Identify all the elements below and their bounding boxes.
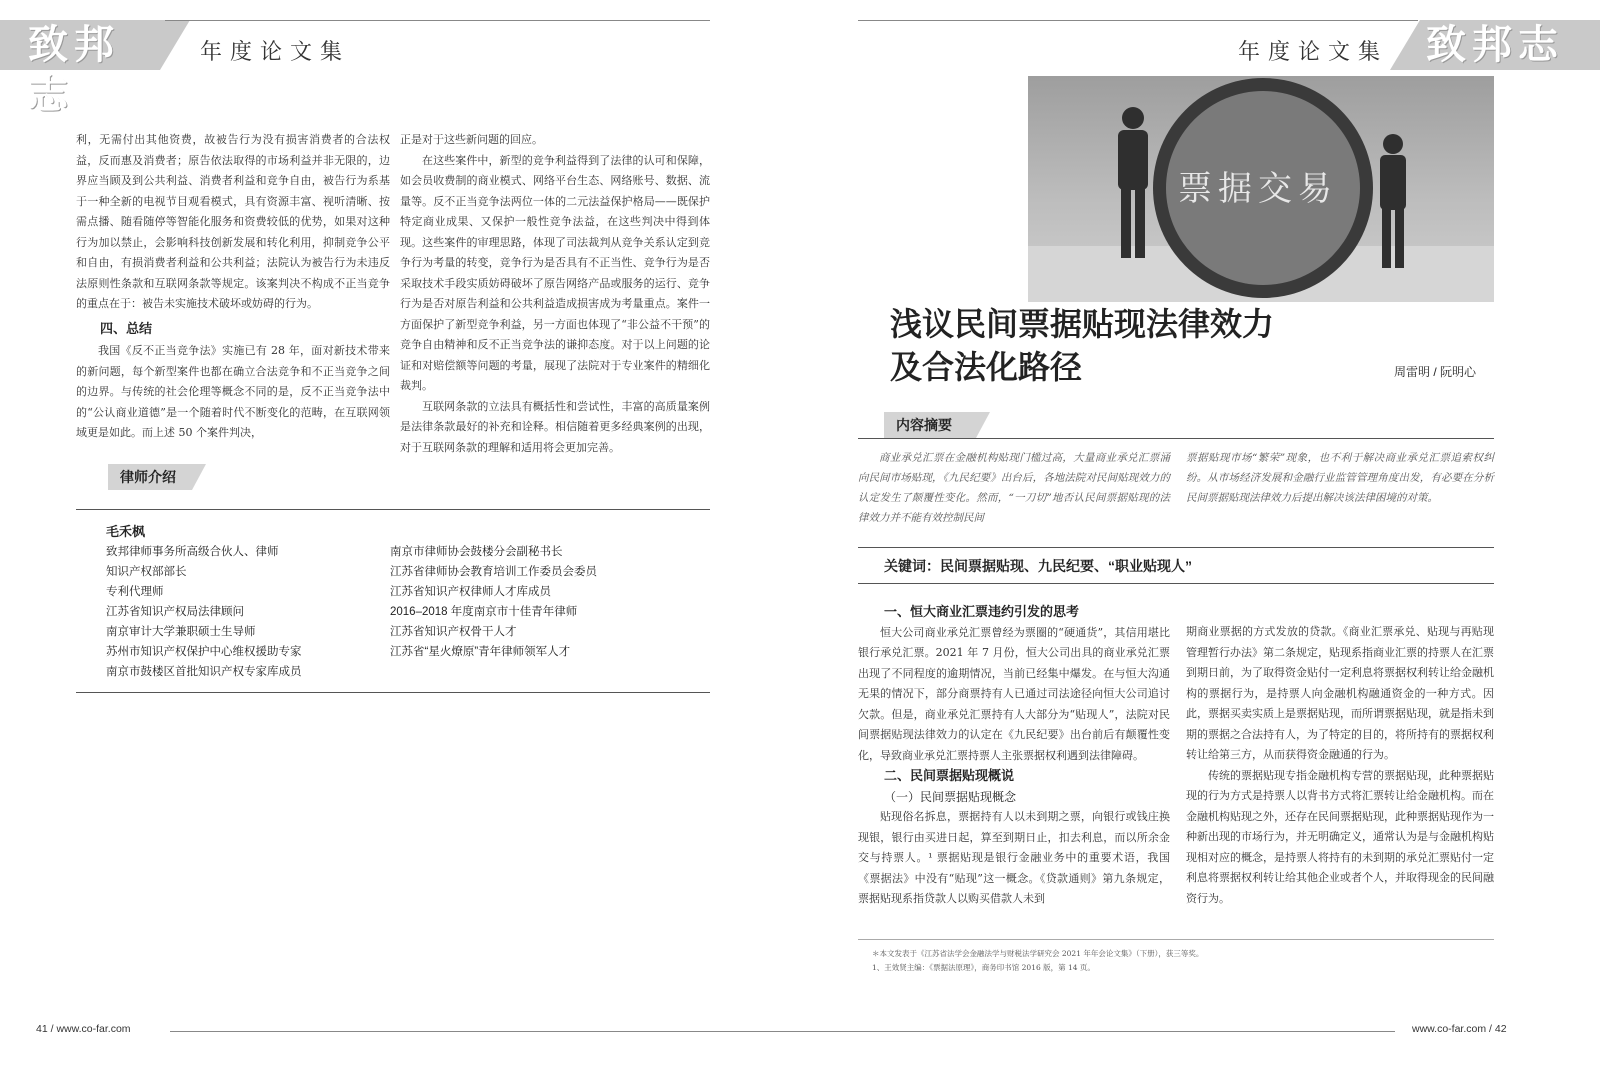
paragraph: 利，无需付出其他资费，故被告行为没有损害消费者的合法权益，反而惠及消费者；原告依法取得的市场利益并非无限的，边界应当顾及到公共利益、消费者利益和竞争自由，被告行为系基于一种全新的电视节目观看模式，具有资源丰富、视听清晰、按需点播、随看随停等智能化服务和资费较低的优势，如果对这种行为加以禁止，会影响科技创新发展和转化利用，抑制竞争公平和自由，有损消费者利益和公共利益；法院认为被告行为未违反法原则性条款和互联网条款等规定。该案判决不构成不正当竞争的重点在于：被告未实施技术破坏或妨碍的行为。: [76, 133, 390, 310]
lawyer-bottom-rule: [76, 692, 710, 693]
left-header-rule: [165, 20, 710, 21]
list-item: 2016–2018 年度南京市十佳青年律师: [390, 606, 578, 618]
abstract-rule: [858, 438, 1494, 439]
page-number: 42: [1494, 1023, 1507, 1035]
list-item: 专利代理师: [106, 586, 164, 598]
right-col-1: [858, 602, 1170, 910]
list-item: 知识产权部部长: [106, 566, 187, 578]
list-item: 南京审计大学兼职硕士生导师: [106, 626, 256, 638]
keywords-bottom-rule: [858, 583, 1494, 584]
paragraph: 正是对于这些新问题的回应。: [400, 133, 543, 146]
abstract-left: [858, 448, 1170, 528]
paragraph: 互联网条款的立法具有概括性和尝试性，丰富的高质量案例是法律条款最好的补充和诠释。相信随着更多经典案例的出现，对于互联网条款的理解和适用将会更加完善。: [400, 399, 710, 454]
section-heading: 四、总结: [100, 320, 153, 336]
left-header-title: 年度论文集: [200, 39, 351, 64]
paragraph: 传统的票据贴现专指金融机构专营的票据贴现，此种票据贴现的行为方式是持票人以背书方式将汇票转让给金融机构。而在金融机构贴现之外，还存在民间票据贴现，此种票据贴现作为一种新出现的市场行为，并无明确定义，通常认为是与金融机构贴现相对应的概念，是持票人将持有的未到期的承兑汇票贴付一定利息将票据权利转让给其他企业或者个人，并取得现金的民间融资行为。: [1186, 768, 1494, 905]
footer-rule: [170, 1031, 1395, 1032]
section-heading: 二、民间票据贴现概说: [884, 768, 1015, 783]
right-logo: 致邦志: [1426, 21, 1564, 68]
list-item: 江苏省律师协会教育培训工作委员会委员: [390, 566, 597, 578]
figure-left: [1118, 107, 1148, 258]
left-col-2: [400, 130, 710, 458]
paragraph: 在这些案件中，新型的竞争利益得到了法律的认可和保障，如会员收费制的商业模式、网络平台生态、网络账号、数据、流量等。反不正当竞争法两位一体的二元法益保护格局——既保护特定商业成果、又保护一般性竞争法益，在这些判决中得到体现。这些案件的审理思路，体现了司法裁判从竞争关系认定到竞争行为考量的转变，竞争行为是否具有不正当性、竞争行为是否采取技术手段实质妨碍破坏了原告网络产品或服务的运行、竞争行为是否对原告利益和公共利益造成损害成为考量重点。案件一方面保护了新型竞争利益，另一方面也体现了“非公益不干预”的竞争自由精神和反不正当竞争法的谦抑态度。对于以上问题的论证和对赔偿额等问题的考量，展现了法院对于专业案件的精细化裁判。: [400, 153, 710, 392]
title-line: 及合法化路径: [890, 349, 1083, 385]
lawyer-top-rule: [76, 509, 710, 510]
right-header-rule: [858, 20, 1418, 21]
paragraph: 我国《反不正当竞争法》实施已有 28 年，面对新技术带来的新问题，每个新型案件也都在确立合法竞争和不正当竞争之间的边界。与传统的社会伦理等概念不同的是，反不正当竞争法中的“公认商业道德”是一个随着时代不断变化的范畴，在互联网领域更是如此。而上述 50 个案件判决，: [76, 344, 390, 439]
subsection-heading: （一）民间票据贴现概念: [884, 789, 1017, 804]
title-line: 浅议民间票据贴现法律效力: [890, 306, 1275, 342]
footnote: ＊本文发表于《江苏省法学会金融法学与财税法学研究会 2021 年年会论文集》（下册），获三等奖。: [872, 949, 1204, 958]
right-logo-banner: [1420, 20, 1600, 70]
footnote: 1、王效贤主编：《票据法原理》，商务印书馆 2016 版，第 14 页。: [872, 963, 1095, 972]
list-item: 苏州市知识产权保护中心维权援助专家: [106, 646, 302, 658]
website: www.co-far.com: [1412, 1023, 1487, 1035]
page-number: 41: [36, 1023, 48, 1035]
lawyer-intro-tag: 律师介绍: [108, 464, 192, 490]
website: www.co-far.com: [56, 1023, 131, 1035]
left-banner-slant: [160, 20, 190, 70]
article-photo: [1028, 76, 1494, 302]
lawyer-bio-right: [390, 542, 597, 662]
list-item: 江苏省“星火燎原”青年律师领军人才: [390, 646, 571, 658]
paragraph: 期商业票据的方式发放的贷款。《商业汇票承兑、贴现与再贴现管理暂行办法》第二条规定，贴现系指商业汇票的持票人在汇票到期日前，为了取得资金贴付一定利息将票据权利转让给金融机构的票据行为，是持票人向金融机构融通资金的一种方式。因此，票据买卖实质上是票据贴现，而所谓票据贴现，就是指未到期的票据之合法持有人，为了特定的目的，将所持有的票据权利转让给第三方，从而获得资金融通的行为。: [1186, 625, 1494, 761]
list-item: 江苏省知识产权局法律顾问: [106, 606, 244, 618]
footnotes: [872, 947, 1492, 975]
left-logo-banner: [0, 20, 160, 118]
lawyer-name: 毛禾枫: [106, 524, 146, 539]
article-title: [890, 303, 1274, 389]
right-banner-slant: [1390, 20, 1420, 70]
left-col-1: [76, 130, 390, 444]
abstract-tag: 内容摘要: [884, 412, 976, 438]
paragraph: 恒大公司商业承兑汇票曾经为票圈的“硬通货”，其信用堪比银行承兑汇票。2021 年 7 月份，恒大公司出具的商业承兑汇票出现了不同程度的逾期情况，当前已经集中爆发。在与恒大沟通无果的情况下，部分商票持有人已通过司法途径向恒大公司追讨欠款。但是，商业承兑汇票持有人大部分为“贴现人”，法院对民间票据贴现法律效力的认定在《九民纪要》出台前后有颠覆性变化，导致商业承兑汇票持票人主张票据权利遇到法律障碍。: [858, 625, 1170, 762]
keywords-top-rule: [858, 547, 1494, 548]
right-col-2: [1186, 622, 1494, 909]
left-page-footer: 41 / www.co-far.com: [36, 1023, 131, 1035]
list-item: 江苏省知识产权律师人才库成员: [390, 586, 551, 598]
paragraph: 贴现俗名拆息，票据持有人以未到期之票，向银行或钱庄换现银，银行由买进日起，算至到期日止，扣去利息，而以所余金交与持票人。¹ 票据贴现是银行金融业务中的重要术语，我国《票据法》中没有“贴现”这一概念。《贷款通则》第九条规定，票据贴现系指贷款人以购买借款人未到: [858, 810, 1170, 905]
right-page-footer: www.co-far.com / 42: [1412, 1023, 1507, 1035]
list-item: 南京市鼓楼区首批知识产权专家库成员: [106, 666, 302, 678]
section-heading: 一、恒大商业汇票违约引发的思考: [884, 604, 1080, 619]
paragraph: 商业承兑汇票在金融机构贴现门槛过高，大量商业承兑汇票涌向民间市场贴现，《九民纪要》出台后，各地法院对民间贴现效力的认定发生了颠覆性变化。然而，“一刀切”地否认民间票据贴现的法律效力并不能有效控制民间: [858, 452, 1170, 524]
article-authors: 周雷明 / 阮明心: [1394, 365, 1477, 379]
list-item: 南京市律师协会鼓楼分会副秘书长: [390, 546, 563, 558]
keywords: 关键词：民间票据贴现、九民纪要、“职业贴现人”: [884, 558, 1192, 574]
list-item: 致邦律师事务所高级合伙人、律师: [106, 546, 279, 558]
abstract-right: [1186, 448, 1494, 508]
footnote-rule: [858, 939, 1494, 940]
lawyer-bio-left: [106, 522, 302, 682]
paragraph: 票据贴现市场“繁荣”现象，也不利于解决商业承兑汇票追索权纠纷。从市场经济发展和金融行业监管管理角度出发，有必要在分析民间票据贴现法律效力后提出解决该法律困境的对策。: [1186, 452, 1494, 504]
list-item: 江苏省知识产权骨干人才: [390, 626, 517, 638]
right-header-title: 年度论文集: [1238, 39, 1389, 64]
left-logo: 致邦志: [28, 21, 120, 118]
photo-sign-text: 票据交易: [1178, 169, 1338, 209]
